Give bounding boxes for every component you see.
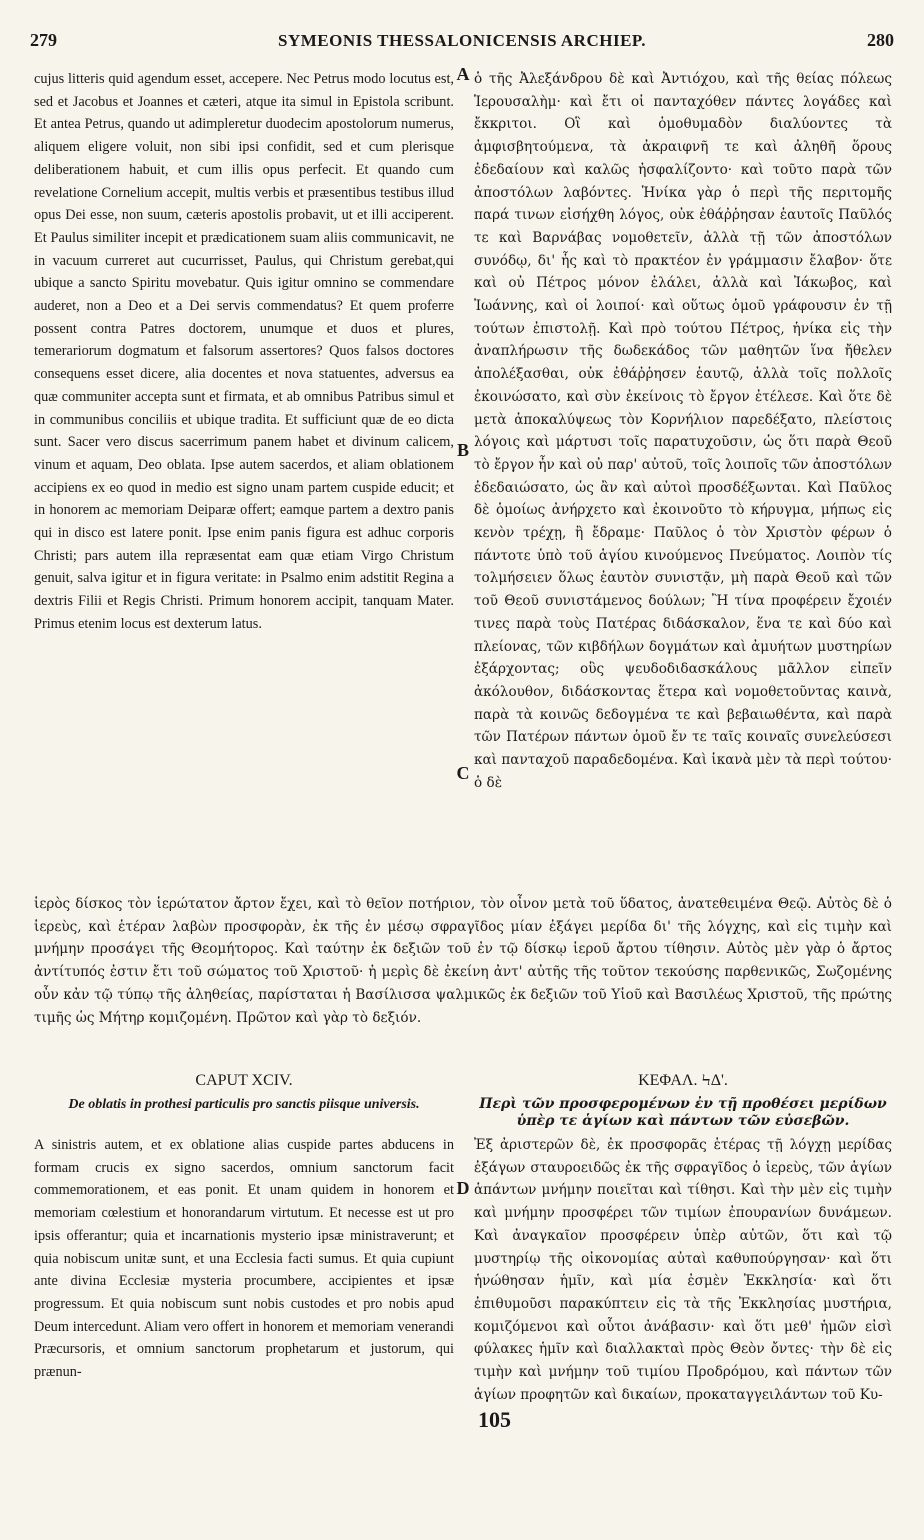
latin-chapter-title: CAPUT XCIV. (195, 1072, 293, 1089)
right-page-number: 280 (866, 30, 894, 50)
latin-paragraph: cujus litteris quid agendum esset, accepere. Nec Petrus modo locutus est, sed et Jacobus et Joannes et cæteri, atque ita simul in Epistola scribunt. Et antea Petrus, quando ut adimpleretur duodecim apostolorum numerus, aliquem eligere voluit, non sibi ipsi confidit, sed et cum plerisque deliberationem habuit, et cum illis opus perfecit. Et quando cum revelatione Cornelium accepit, multis verbis et præsentibus testibus illud opus Dei esse, non suum, cæteris apostolis probavit, ut et illi acciperent. Et Paulus similiter incepit et prædicationem suam aliis communicavit, ne in vacuum curreret aut cucurrisset, Paulus, qui Christum gerebat,qui ubique a sancto Spiritu movebatur. Quis igitur omnino se commendare auderet, non a Deo et a Dei servis commendatus? Et quem proferre possent contra Patres doctorem, unumque et duos et plures, temerariorum dogmatum et falsorum assertores? Quos falsos doctores consequens esset dicere, alia docentes et nova statuentes, adversus ea quæ communiter accepta sunt et firmata, et ab omnibus Patribus simul et in communibus conciliis et ubique tradita. Et sufficiunt quæ de eo dicta sunt. Sacer vero discus sacerrimum panem habet et divinum calicem, vinum et aquam, Deo oblata. Ipse autem sacerdos, et aliam oblationem accipiens ex eo quod in medio est signo unam partem cuspide educit; et in honorem ac memoriam Deiparæ offert; eamque partem a dextro panis qui in disco est latere ponit. Ipse enim panis figura est adhuc corporis Christi; pars autem illa repræsentat eam quæ etiam Virgo Christum genuit, salva igitur et in figura veritate: in Psalmo enim adstitit Regina a dextris Filii et Regis Christi. Primum honorem accipit, tanquam Mater. Primus etenim locus est dexterum latus. (34, 71, 454, 632)
greek-column-bottom (474, 1134, 892, 1406)
section-marker-b: B (456, 440, 469, 460)
latin-chapter-subtitle: De oblatis in prothesi particulis pro sanctis piisque universis. (68, 1097, 420, 1112)
greek-column-top (474, 68, 892, 795)
section-marker-d: D (456, 1178, 470, 1198)
latin-column-bottom (34, 1134, 454, 1384)
section-marker-c: C (456, 763, 470, 783)
signature-mark: 105 (478, 1407, 511, 1432)
greek-full-width-block (34, 893, 892, 1029)
left-page-number: 279 (30, 30, 57, 50)
section-marker-a: A (456, 64, 470, 84)
greek-paragraph: ὁ τῆς Ἀλεξάνδρου δὲ καὶ Ἀντιόχου, καὶ τῆς θείας πόλεως Ἱερουσαλὴμ· καὶ ἔτι οἱ πανταχόθεν πάντες λογάδες καὶ ἔκκριτοι. Οἳ καὶ ὁμοθυμαδὸν διαλύοντες τὰ ἀμφισβητούμενα, τὰ ἀκραιφνῆ τε καὶ ἀληθῆ ὅρους ἐδεδαίουν καὶ καλῶς ἠσφαλίζοντο· καὶ τοῦτο παρὰ τῶν ἀποστόλων λαβόντες. Ἡνίκα γὰρ ὁ περὶ τῆς περιτομῆς παρά τινων εἰσήχθη λόγος, οὐκ ἐθάῤῥησαν ἑαυτοῖς Παῦλός τε καὶ Βαρνάβας νομοθετεῖν, ἀλλὰ τῇ τῶν ἀποστόλων συνόδῳ, δι' ἧς καὶ τὸ πρακτέον ἐν γράμμασιν ἔλαβον· ὅτε καὶ οὐ Πέτρος μόνον ἐλάλει, ἀλλὰ καὶ Ἰάκωβος, καὶ Ἰωάννης, καὶ οἱ λοιποί· καὶ οὕτως ὁμοῦ γράφουσιν ἐν τῇ τούτων ἐπιστολῇ. Καὶ πρὸ τούτου Πέτρος, ἡνίκα εἰς τὴν ἀναπλήρωσιν τῆς δωδεκάδος τῶν μαθητῶν ἵνα ἤθελεν ἀπολέξασθαι, οὐκ ἐθάῤῥησεν ἑαυτῷ, ἀλλὰ τοῖς πολλοῖς ἐκοινώσατο, καὶ σὺν ἐκείνοις τὸ ἔργον ἐτέλεσε. Καὶ ὅτε δὲ μετὰ ἀποκαλύψεως τὸν Κορνήλιον παρεδέξατο, πλείστοις λόγοις καὶ μάρτυσι τοῖς παρατυχοῦσιν, ὡς ὅτι παρὰ Θεοῦ τὸ ἔργον ἦν καὶ οὐ παρ' αὐτοῦ, τοῖς λοιποῖς τῶν ἀποστόλων ἐδεδαιώσατο, ὡς ἂν καὶ αὐτοὶ προσδέξωνται. Καὶ Παῦλος δὲ ὁμοίως ἀνήρχετο καὶ ἐκοινοῦτο τὸ κήρυγμα, μήπως εἰς κενὸν τρέχῃ, ἢ ἔδραμε· Παῦλος ὁ τὸν Χριστὸν φέρων ὁ πάντοτε ὑπὸ τοῦ ἁγίου κινούμενος Πνεύματος. Λοιπὸν τίς τολμήσειεν ὅλως ἑαυτὸν συνιστᾷν, μὴ παρὰ Θεοῦ καὶ τῶν τοῦ Θεοῦ συνιστάμενος δούλων; Ἢ τίνα προφέρειν ἔχοιέν τινες παρὰ τοὺς Πατέρας διδάσκαλον, ἕνα τε καὶ δύο καὶ πλείονας, τῶν κιβδήλων δογμάτων καὶ ἀμυήτων μυστηρίων ἐξάρχοντας; οὓς ψευδοδιδασκάλους μᾶλλον εἰπεῖν ἀκόλουθον, διδάσκοντας ἕτερα καὶ νομοθετοῦντας καινὰ, παρὰ τὰ κοινῶς δεδογμένα τε καὶ βεβαιωθέντα, καὶ παρὰ τῶν Πατέρων πάντων ὁμοῦ ἔν τε ταῖς κοιναῖς συνελεύσεσι καὶ πανταχοῦ παραδεδομένα. Καὶ ἱκανὰ μὲν τὰ περὶ τούτου· ὁ δὲ (474, 71, 892, 791)
greek-chapter-subtitle: Περὶ τῶν προσφερομένων ἐν τῇ προθέσει μερίδων ὑπὲρ τε ἁγίων καὶ πάντων τῶν εὐσεβῶν. (479, 1096, 887, 1129)
greek-paragraph-bottom: Ἐξ ἀριστερῶν δὲ, ἐκ προσφορᾶς ἑτέρας τῇ λόγχῃ μερίδας ἐξάγων σταυροειδῶς ἐκ τῆς σφραγῖδος ὁ ἱερεὺς, τῶν ἁγίων ἁπάντων μνήμην ποιεῖται καὶ τίθησι. Καὶ τὴν μὲν εἰς τιμὴν καὶ μνήμην προσφέρει τῶν τιμίων ἐπουρανίων δυνάμεων. Καὶ ἀναγκαῖον προσφέρειν ὑπὲρ αὐτῶν, ὅτι καὶ τῷ μυστηρίῳ τῆς οἰκονομίας αὐταὶ καθυπούργησαν· καὶ ὅτι ἡνώθησαν ἡμῖν, καὶ μία ἐσμὲν Ἐκκλησία· καὶ ὅτι ἐπιθυμοῦσι παρακύπτειν εἰς τὰ τῆς Ἐκκλησίας μυστήρια, κομιζόμενοι καὶ οὗτοι ἀνάβασιν· καὶ ὅτι μεθ' ἡμῶν εἰσὶ φύλακες ἡμῖν καὶ διαλλακταὶ πρὸς Θεὸν ὄντες· τὴν δὲ εἰς τιμὴν καὶ μνήμην τοῦ τιμίου Προδρόμου, καὶ πάντων τῶν ἁγίων προφητῶν καὶ δικαίων, προκαταγγειλάντων τοῦ Κυ- (474, 1137, 892, 1403)
greek-chapter-title: ΚΕΦΑΛ. ϞΔ'. (638, 1072, 728, 1089)
latin-paragraph-bottom: A sinistris autem, et ex oblatione alias cuspide partes abducens in formam crucis ex signo sacerdos, omnium sanctorum facit commemorationem, et eas ponit. Et unam quidem in honorem et memoriam cœlestium et honorandarum virtutum. Et necesse est ut pro ipsis offerantur; quia et incarnationis mysterio ipsæ ministraverunt; et quia nobiscum unitæ sunt, et una Ecclesia facti sumus. Et quia cupiunt ante divina Ecclesiæ mysteria procumbere, accipientes et ipsæ progressum. Et quia nobiscum sunt nobis custodes et pro nobis apud Deum intercedunt. Aliam vero offert in honorem et memoriam venerandi Præcursoris, et omnium sanctorum prophetarum et justorum, qui prænun- (34, 1137, 454, 1381)
latin-column-top (34, 68, 454, 636)
running-header (30, 30, 894, 60)
running-title: SYMEONIS THESSALONICENSIS ARCHIEP. (278, 31, 646, 50)
greek-full-paragraph: ἱερὸς δίσκος τὸν ἱερώτατον ἄρτον ἔχει, καὶ τὸ θεῖον ποτήριον, τὸν οἶνον μετὰ τοῦ ὕδατος, ἀνατεθειμένα Θεῷ. Αὐτὸς δὲ ὁ ἱερεὺς, καὶ ἑτέραν λαβὼν προσφορὰν, ἐκ τῆς ἐν μέσῳ σφραγῖδος μίαν ἐξάγει μερίδα δι' τῆς λόγχης, καὶ εἰς τιμὴν καὶ μνήμην προσάγει τῆς Θεομήτορος. Καὶ ταύτην ἐκ δεξιῶν τοῦ ἐν τῷ δίσκῳ ἱεροῦ ἄρτου τίθησιν. Αὐτὸς μὲν γὰρ ὁ ἄρτος ἀντίτυπός ἐστιν ἔτι τοῦ σώματος τοῦ Χριστοῦ· ἡ μερὶς δὲ ἐκείνη ἀντ' αὐτῆς τῆς τοῦτον τεκούσης παρθενικῶς, Σωζομένης οὖν κἀν τῷ τύπῳ τῆς ἀληθείας, παρίσταται ἡ Βασίλισσα ψαλμικῶς ἐκ δεξιῶν τοῦ Υἱοῦ καὶ Βασιλέως Χριστοῦ, τῆς πρώτης τιμῆς ὡς Μήτηρ κομιζομένη. Πρῶτον καὶ γὰρ τὸ δεξιόν. (34, 896, 892, 1026)
